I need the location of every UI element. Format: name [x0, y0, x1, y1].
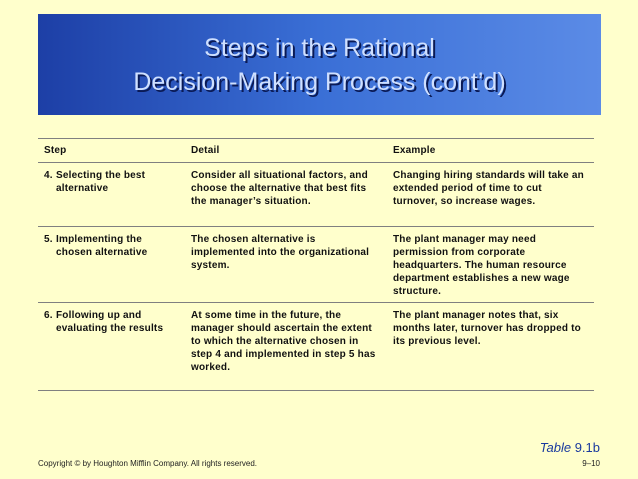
detail-cell: The chosen alternative is implemented into the organizational system. [185, 227, 387, 303]
step-name: Implementing the chosen alternative [56, 234, 148, 258]
step-name: Following up and evaluating the results [56, 310, 164, 334]
table-ref-word: Table [539, 440, 572, 455]
step-name: Selecting the best alternative [56, 170, 146, 194]
step-cell [38, 163, 185, 227]
detail-cell: Consider all situational factors, and choose the alternative that best fits the manager’s situation. [185, 163, 387, 227]
example-cell: The plant manager notes that, six months later, turnover has dropped to its previous level. [387, 303, 594, 391]
slide-title-line-1: Steps in the Rational [204, 33, 435, 62]
title-banner [38, 14, 601, 115]
step-cell [38, 227, 185, 303]
example-cell: The plant manager may need permission from corporate headquarters. The human resource department establishes a new wage structure. [387, 227, 594, 303]
table-row [38, 303, 594, 391]
steps-table-container [38, 138, 594, 391]
step-number: 5. [44, 234, 53, 245]
steps-table [38, 138, 594, 391]
table-row [38, 227, 594, 303]
header-step: Step [38, 139, 185, 163]
header-detail: Detail [185, 139, 387, 163]
header-example: Example [387, 139, 594, 163]
step-number: 4. [44, 170, 53, 181]
slide-title-line-2: Decision-Making Process (cont’d) [133, 67, 506, 96]
table-header-row [38, 139, 594, 163]
copyright-notice: Copyright © by Houghton Mifflin Company. All rights reserved. [38, 459, 258, 468]
step-cell [38, 303, 185, 391]
step-number: 6. [44, 310, 53, 321]
table-row [38, 163, 594, 227]
page-number: 9–10 [582, 459, 600, 468]
table-ref-number: 9.1b [574, 440, 600, 455]
example-cell: Changing hiring standards will take an extended period of time to cut turnover, so increase wages. [387, 163, 594, 227]
table-reference [540, 440, 600, 455]
detail-cell: At some time in the future, the manager should ascertain the extent to which the alternative chosen in step 4 and implemented in step 5 has worked. [185, 303, 387, 391]
